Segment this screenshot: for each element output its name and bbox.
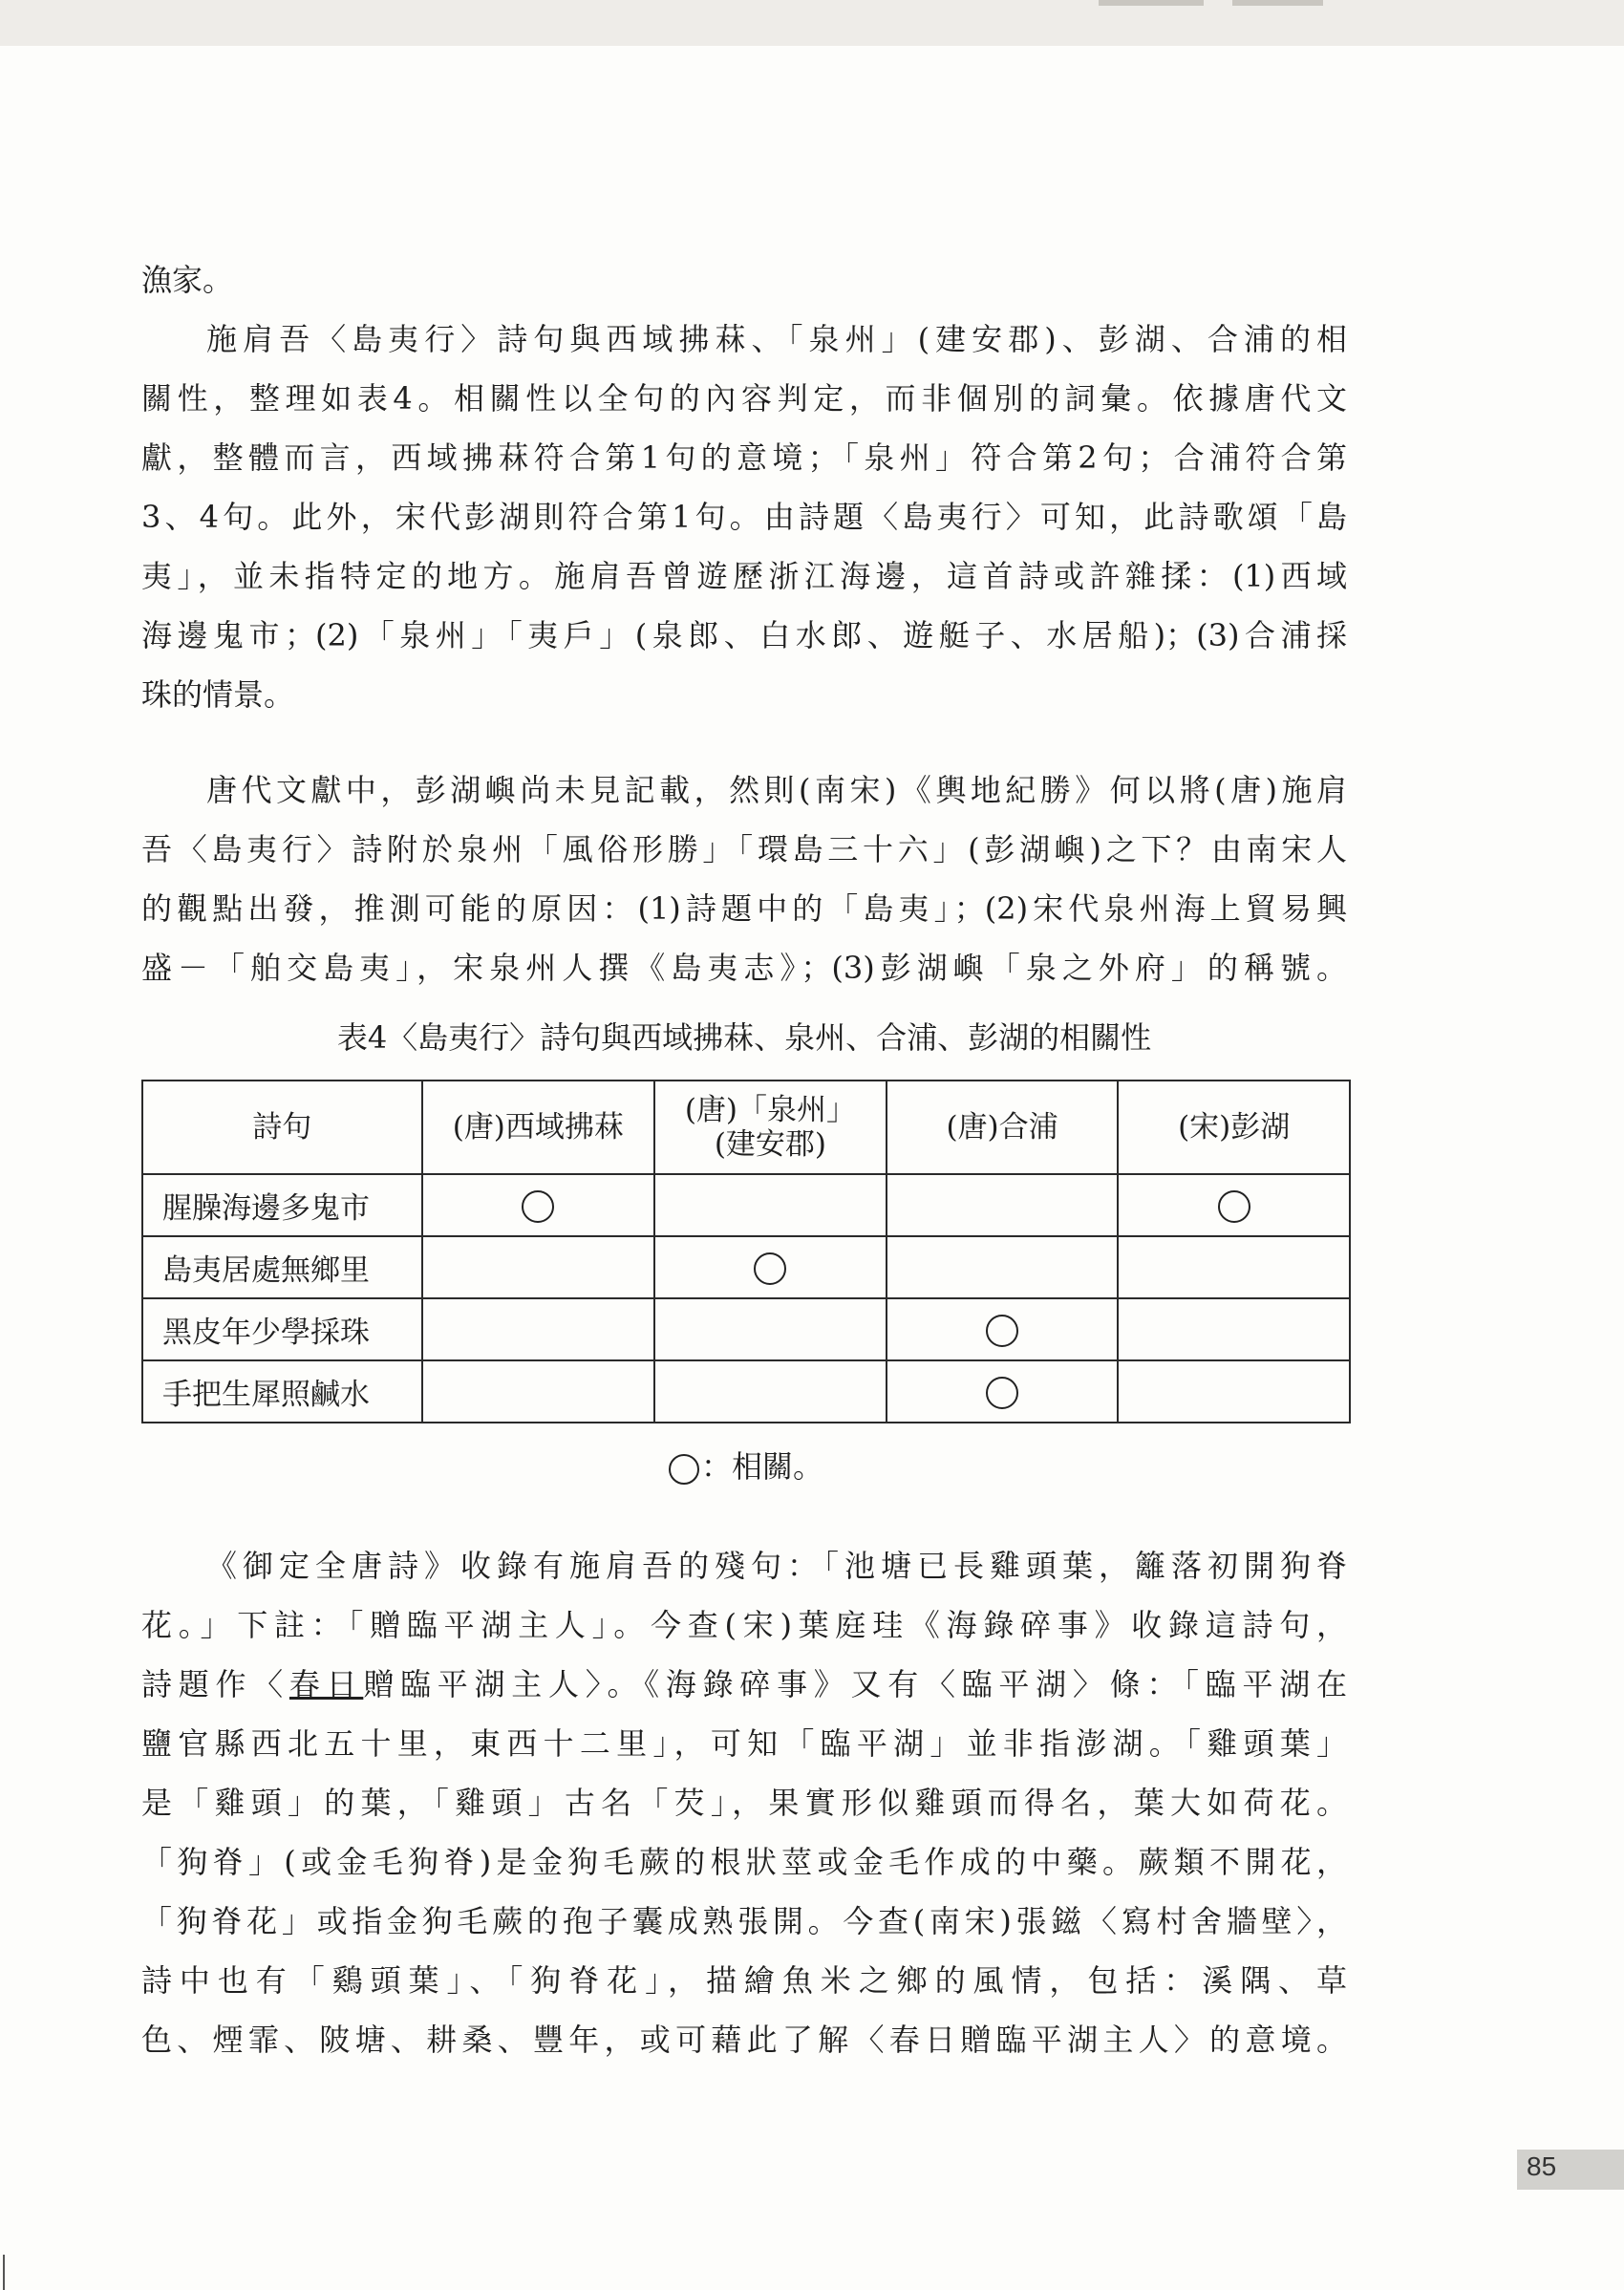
circle-icon [522,1190,554,1223]
header-quanzhou [654,1081,887,1174]
verse-cell: 島夷居處無鄉里 [142,1236,422,1298]
header-verse: 詩句 [142,1081,422,1174]
verse-cell: 手把生犀照鹹水 [142,1360,422,1423]
mark-cell [654,1298,887,1360]
legend-text: ：相關。 [700,1448,823,1485]
text-line: 珠的情景。 [141,676,295,713]
mark-cell [887,1360,1119,1423]
table-header-row [142,1081,1350,1174]
scan-top-band [0,0,1624,46]
scan-top-mark [1099,0,1204,6]
mark-cell [887,1236,1119,1298]
text-line: 「狗脊」(或金毛狗脊)是金狗毛蕨的根狀莖或金毛作成的中藥。蕨類不開花， [141,1844,1347,1880]
header-hepu: (唐)合浦 [887,1081,1119,1174]
circle-icon [754,1252,786,1285]
text-line: 唐代文獻中，彭湖嶼尚未見記載，然則(南宋)《輿地紀勝》何以將(唐)施肩 [206,772,1347,808]
mark-cell [422,1360,655,1423]
underlined-text: 春日 [288,1666,364,1702]
circle-icon [669,1454,699,1485]
text-line: 鹽官縣西北五十里，東西十二里」，可知「臨平湖」並非指澎湖。「雞頭葉」 [141,1725,1347,1762]
mark-cell [1118,1298,1350,1360]
verse-cell: 腥臊海邊多鬼市 [142,1174,422,1236]
text-line: 3、4句。此外，宋代彭湖則符合第1句。由詩題〈島夷行〉可知，此詩歌頌「島 [141,499,1347,535]
paragraph-2 [141,760,1347,997]
table-caption: 表4〈島夷行〉詩句與西域拂菻、泉州、合浦、彭湖的相關性 [336,1019,1152,1056]
text-line [141,1655,1347,1714]
text-line: 施肩吾〈島夷行〉詩句與西域拂菻、「泉州」(建安郡)、彭湖、合浦的相 [206,321,1347,357]
text-line: 夷」，並未指特定的地方。施肩吾曾遊歷浙江海邊，這首詩或許雜揉：(1)西域 [141,558,1347,594]
mark-cell [887,1298,1119,1360]
text-line: 海邊鬼市；(2)「泉州」「夷戶」(泉郎、白水郎、遊艇子、水居船)；(3)合浦採 [141,617,1347,653]
table-row [142,1236,1350,1298]
header-quanzhou-line2: (建安郡) [714,1127,827,1162]
text-line: 的觀點出發，推測可能的原因：(1)詩題中的「島夷」；(2)宋代泉州海上貿易興 [141,890,1347,927]
text-line: 色、煙霏、陂塘、耕桑、豐年，或可藉此了解〈春日贈臨平湖主人〉的意境。 [141,2022,1347,2058]
circle-icon [986,1315,1018,1347]
text-line: 詩中也有「鷄頭葉」、「狗脊花」，描繪魚米之鄉的風情，包括：溪隅、草 [141,1962,1347,1999]
text-line: 是「雞頭」的葉，「雞頭」古名「芡」，果實形似雞頭而得名，葉大如荷花。 [141,1785,1347,1821]
mark-cell [654,1236,887,1298]
mark-cell [654,1174,887,1236]
header-penghu: (宋)彭湖 [1118,1081,1350,1174]
text-line: 關性，整理如表4。相關性以全句的內容判定，而非個別的詞彙。依據唐代文 [141,380,1347,417]
table-row [142,1360,1350,1423]
text-segment: 贈臨平湖主人〉。《海錄碎事》又有〈臨平湖〉條：「臨平湖在 [363,1666,1347,1702]
relevance-table [141,1080,1351,1423]
text-line: 《御定全唐詩》收錄有施肩吾的殘句：「池塘已長雞頭葉，籬落初開狗脊 [206,1548,1347,1584]
mark-cell [1118,1174,1350,1236]
mark-cell [422,1174,655,1236]
table-legend [141,1447,1351,1486]
mark-cell [1118,1236,1350,1298]
mark-cell [1118,1360,1350,1423]
mark-cell [422,1298,655,1360]
header-quanzhou-line1: (唐)「泉州」 [684,1093,857,1127]
text-line: 「狗脊花」或指金狗毛蕨的孢子囊成熟張開。今查(南宋)張鎡〈寫村舍牆壁〉， [141,1903,1347,1939]
text-line: 獻，整體而言，西域拂菻符合第1句的意境；「泉州」符合第2句；合浦符合第 [141,439,1347,476]
text-line: 花。」下註：「贈臨平湖主人」。今查(宋)葉庭珪《海錄碎事》收錄這詩句， [141,1607,1347,1643]
paragraph-1 [141,250,1347,724]
mark-cell [422,1236,655,1298]
table-row [142,1174,1350,1236]
scan-edge-line [3,2255,5,2290]
paragraph-3 [141,1536,1347,2069]
text-segment: 詩題作〈 [141,1666,289,1702]
mark-cell [654,1360,887,1423]
header-fulin: (唐)西域拂菻 [422,1081,655,1174]
circle-icon [1218,1190,1250,1223]
mark-cell [887,1174,1119,1236]
text-line: 盛－「舶交島夷」，宋泉州人撰《島夷志》；(3)彭湖嶼「泉之外府」的稱號。 [141,950,1347,986]
page-number: 85 [1527,2151,1557,2181]
table-row [142,1298,1350,1360]
text-line: 漁家。 [141,262,234,298]
circle-icon [986,1377,1018,1409]
text-line: 吾〈島夷行〉詩附於泉州「風俗形勝」「環島三十六」(彭湖嶼)之下？由南宋人 [141,831,1347,867]
verse-cell: 黑皮年少學採珠 [142,1298,422,1360]
scan-top-mark [1232,0,1323,6]
